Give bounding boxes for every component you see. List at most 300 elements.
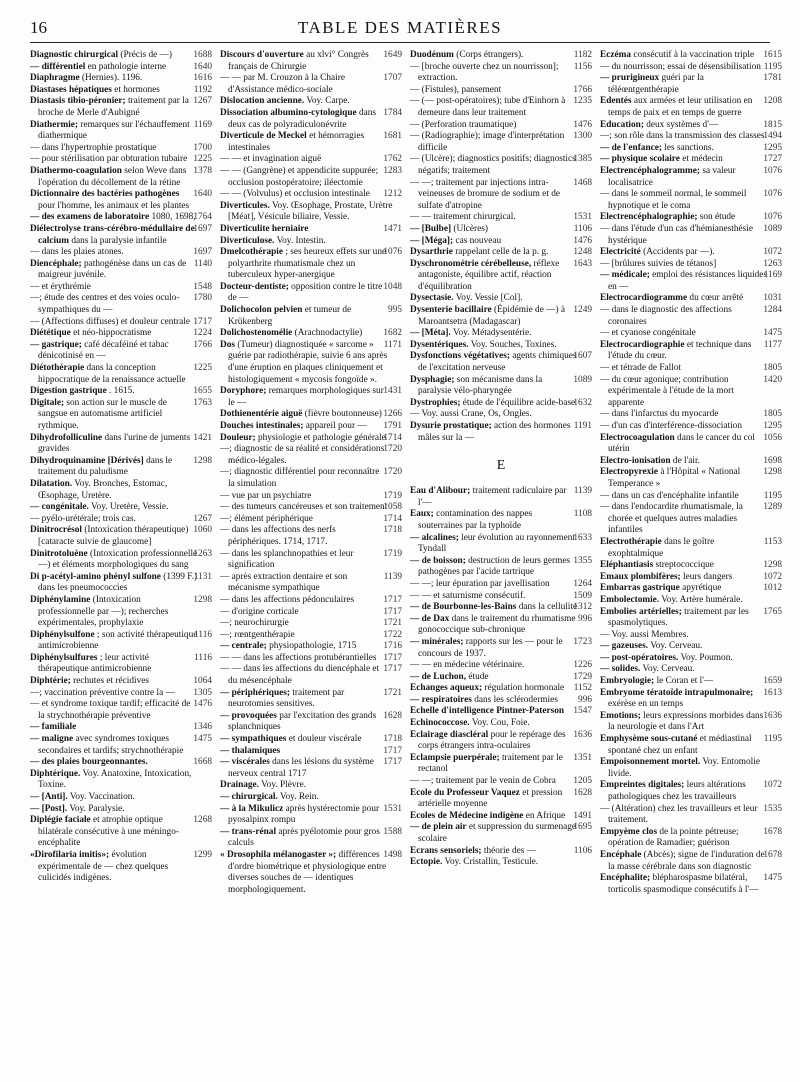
- index-detail: dans le cancer du col utérin: [608, 432, 755, 455]
- index-entry: [410, 351, 592, 374]
- index-entry-text: [30, 676, 197, 688]
- index-entry: [220, 108, 402, 131]
- index-entry-text: [220, 421, 387, 433]
- index-page-ref: 1628: [573, 787, 592, 798]
- index-entry: [30, 386, 212, 398]
- index-entry-text: [410, 486, 578, 509]
- index-entry-text: [220, 50, 387, 73]
- index-detail: — (Altération) chez les travailleurs et leur traitement.: [600, 803, 758, 826]
- index-entry: [220, 780, 402, 792]
- index-detail: et hémorragies intestinales: [228, 131, 365, 153]
- index-term: Eclairage diascléral: [410, 729, 489, 740]
- index-entry-text: [30, 792, 208, 804]
- index-page-ref: [588, 328, 592, 340]
- index-term: Drainage.: [220, 780, 259, 791]
- index-detail: différences d'ordre biométrique et physiologique entre diverses souches de — identiques morphologiquement.: [228, 849, 387, 895]
- index-entry-text: [220, 73, 387, 96]
- index-detail: pathogénèse dans un cas de maigreur juvénile.: [38, 258, 187, 281]
- index-page-ref: 1305: [193, 687, 212, 698]
- index-page-ref: 1072: [763, 571, 782, 582]
- index-detail: dans les sclérodermies: [474, 694, 558, 705]
- index-term: Dolichostenomélie: [220, 328, 293, 339]
- index-entry: [30, 166, 212, 189]
- index-term: — post-opératoires.: [600, 652, 679, 663]
- index-entry-text: [600, 247, 767, 259]
- index-entry-text: [410, 119, 577, 132]
- index-column-2: [220, 50, 402, 1074]
- index-page-ref: 1722: [383, 629, 402, 640]
- index-detail: de la pointe pétreuse; opération de Ramadier; guérison: [608, 826, 739, 849]
- index-detail: — d'un cas d'interférence-dissociation: [600, 421, 742, 431]
- index-detail: dans le traitement du rhumatisme gonococcique sub-chronique: [418, 613, 576, 636]
- index-term: — différentiel: [30, 61, 86, 72]
- index-term: Diphtérie;: [30, 676, 71, 687]
- index-page-ref: 1295: [763, 421, 782, 431]
- index-page-ref: 1298: [763, 560, 782, 571]
- index-detail: — (Perforation traumatique): [410, 119, 517, 130]
- index-entry: [410, 822, 592, 845]
- index-entry-text: [220, 780, 398, 792]
- index-page-ref: 1177: [763, 339, 782, 350]
- index-entry-text: [410, 421, 578, 444]
- index-page-ref: 1682: [383, 328, 402, 339]
- index-entry-text: [220, 641, 387, 653]
- index-entry-text: [600, 826, 767, 850]
- index-entry-text: [600, 467, 767, 490]
- section-letter-heading: E: [496, 458, 506, 474]
- index-page-ref: 1721: [383, 618, 402, 629]
- index-entry-text: [220, 513, 387, 526]
- index-term: Embolies artérielles;: [600, 606, 682, 617]
- index-detail: —; neurochirurgie: [220, 618, 289, 629]
- index-detail: et pression artérielle moyenne: [418, 787, 563, 810]
- index-detail: —; étude des centres et des voies oculo-sympathiques du —: [30, 293, 180, 316]
- index-term: Diastases hépatiques: [30, 84, 112, 95]
- index-term: «Dirofilaria imitis»;: [30, 849, 110, 860]
- index-entry: [30, 722, 212, 734]
- index-entry: [600, 502, 782, 537]
- index-detail: — dans un cas d'encéphalite infantile: [600, 490, 739, 501]
- index-entry: [30, 456, 212, 479]
- index-entry-text: [220, 165, 387, 189]
- index-page-ref: 1284: [763, 305, 782, 316]
- index-entry-text: [30, 96, 197, 119]
- index-detail: dans l'urine de juments gravides: [38, 432, 191, 455]
- index-entry: [600, 143, 782, 155]
- index-entry: [410, 695, 592, 707]
- index-page-ref: 1633: [573, 532, 592, 543]
- index-entry-text: [600, 571, 767, 584]
- index-entry-text: [410, 555, 577, 579]
- index-detail: — Voy. aussi Crane, Os, Ongles.: [410, 409, 532, 420]
- index-page-ref: 1640: [193, 189, 212, 200]
- index-detail: — (Ulcère); diagnostics positifs; diagnostics négatifs; traitement: [410, 154, 576, 176]
- index-page-ref: 1267: [193, 513, 212, 524]
- index-entry: [600, 607, 782, 630]
- index-detail: (Ulcères): [453, 223, 488, 234]
- index-term: Dysectasie.: [410, 293, 454, 304]
- index-entry-text: [30, 722, 197, 734]
- index-term: Edentés: [600, 96, 632, 107]
- index-entry-text: [30, 73, 197, 85]
- index-page-ref: 1640: [193, 61, 212, 72]
- index-detail: Voy. Intestin.: [276, 235, 326, 246]
- index-column-4: [600, 50, 782, 1074]
- index-page-ref: 1762: [383, 154, 402, 165]
- index-entry: [600, 664, 782, 676]
- index-page-ref: 1716: [383, 641, 402, 652]
- index-detail: — — (Gangrène) et appendicite suppurée; occlusion postopératoire; iléectomie: [220, 165, 379, 188]
- index-entry: [600, 259, 782, 271]
- index-term: Diphénylsulfures: [30, 652, 98, 663]
- index-detail: emploi des résistances liquides en —: [608, 270, 768, 292]
- index-entry-text: [410, 822, 577, 845]
- index-page-ref: 1072: [763, 247, 782, 258]
- index-detail: et douleur viscérale: [288, 734, 362, 745]
- index-entry: [220, 96, 402, 108]
- index-term: Duodénum: [410, 50, 454, 60]
- index-entry-text: [600, 652, 778, 665]
- index-entry-text: [410, 374, 577, 398]
- index-detail: — dans l'hypertrophie prostatique: [30, 142, 157, 153]
- index-entry: [600, 583, 782, 595]
- index-term: — de plein air: [410, 822, 467, 833]
- index-entry-text: [410, 729, 577, 753]
- index-entry: [220, 595, 402, 607]
- index-entry-text: [600, 119, 767, 132]
- index-entry-text: [410, 532, 577, 556]
- index-detail: (fièvre boutonneuse): [304, 409, 382, 420]
- index-entry: [220, 630, 402, 642]
- index-entry-text: [600, 50, 767, 62]
- index-entry-text: [30, 687, 197, 700]
- index-detail: (1399 F.) dans les pneumococcies: [38, 571, 198, 594]
- index-entry-text: [30, 652, 198, 676]
- index-entry-text: [30, 328, 197, 340]
- index-page-ref: 1717: [383, 594, 402, 605]
- index-page-ref: 1235: [573, 96, 592, 107]
- index-entry: [600, 166, 782, 189]
- index-detail: action des hormones mâles sur la —: [418, 421, 571, 443]
- index-detail: ; leur activité thérapeutique antimicrobienne: [38, 652, 152, 675]
- index-page-ref: 1208: [763, 96, 782, 107]
- index-term: — [Méta].: [410, 328, 451, 339]
- index-entry: [600, 850, 782, 873]
- index-page-ref: 1766: [573, 84, 592, 95]
- index-page-ref: 1475: [193, 734, 212, 745]
- index-detail: et médiastinal spontané chez un enfant: [608, 734, 752, 756]
- index-page-ref: 1298: [193, 594, 212, 605]
- index-entry: [600, 154, 782, 166]
- index-entry-text: [30, 119, 198, 143]
- index-detail: leurs altérations pathologiques chez les travailleurs: [608, 780, 746, 802]
- index-entry: [30, 433, 212, 456]
- index-page-ref: [588, 718, 592, 730]
- index-detail: étude de l'équilibre acide-base: [462, 397, 576, 408]
- index-term: Dyschronométrie cérébelleuse,: [410, 258, 532, 269]
- index-detail: (Accidents par —).: [643, 247, 715, 258]
- index-term: Dissociation albumino-cytologique: [220, 107, 357, 118]
- index-entry-text: [410, 845, 578, 858]
- index-detail: —; rœntgenthérapie: [220, 629, 295, 640]
- index-detail: physiologie et pathologie générale: [257, 432, 386, 443]
- index-page-ref: 1636: [763, 710, 782, 721]
- index-entry: [220, 386, 402, 409]
- index-entry-text: [30, 397, 197, 433]
- index-page-ref: 1351: [573, 752, 592, 763]
- index-term: — alcalines;: [410, 532, 459, 543]
- index-page-ref: 1263: [763, 258, 782, 269]
- index-detail: (Hernies). 1196.: [81, 73, 143, 84]
- index-detail: Voy. Carpe.: [306, 96, 350, 107]
- index-page-ref: 1295: [763, 142, 782, 153]
- index-entry: [30, 293, 212, 316]
- index-page-ref: 1729: [573, 671, 592, 682]
- index-entry: [410, 776, 592, 788]
- index-entry-text: [30, 478, 208, 502]
- index-entry-text: [600, 61, 768, 74]
- index-detail: — dans les plaies atones.: [30, 247, 124, 258]
- index-page-ref: 1116: [194, 629, 212, 640]
- index-term: Eau d'Alibour;: [410, 486, 471, 497]
- index-entry: [600, 340, 782, 363]
- index-entry-text: [410, 590, 577, 603]
- index-entry-text: [30, 432, 197, 456]
- index-entry-text: [600, 154, 767, 166]
- index-detail: Voy. Entomolie livide.: [608, 757, 760, 779]
- index-detail: —; vaccination préventive contre la —: [30, 687, 175, 698]
- index-entry: [600, 224, 782, 247]
- index-term: Diphénylamine: [30, 594, 91, 605]
- index-entry-text: [30, 525, 197, 548]
- index-detail: — dans les affections pédonculaires: [220, 594, 355, 605]
- index-term: Emphysème sous-cutané: [600, 734, 698, 745]
- index-page-ref: 1723: [573, 636, 592, 647]
- index-detail: — dans le sommeil normal, le sommeil hypnotique et le coma: [600, 189, 747, 211]
- index-page-ref: 1268: [193, 815, 212, 826]
- index-page-ref: 1385: [573, 154, 592, 165]
- index-detail: Voy. Vessie [Col].: [455, 293, 523, 304]
- index-page-ref: 1140: [193, 258, 212, 269]
- index-entry-text: [30, 513, 197, 526]
- index-page-ref: 1072: [763, 780, 782, 791]
- index-detail: guéri par la téléœntgenthérapie: [608, 73, 704, 95]
- index-entry-text: [30, 734, 197, 757]
- index-entry-text: [600, 363, 767, 375]
- index-entry-text: [220, 490, 387, 503]
- index-entry-text: [600, 328, 767, 340]
- index-entry-text: [30, 50, 197, 62]
- index-entry-text: [410, 636, 577, 660]
- index-page-ref: 1719: [383, 490, 402, 501]
- index-term: Diverticulite herniaire: [220, 223, 309, 234]
- index-page-ref: 1707: [383, 73, 402, 84]
- index-entry-text: [600, 293, 767, 305]
- index-page-ref: 1283: [383, 165, 402, 176]
- index-entry-text: [30, 293, 197, 316]
- index-detail: théorie des —: [483, 845, 537, 856]
- index-entry-text: [600, 270, 768, 293]
- index-detail: — (Radiographie); image d'interprétation difficile: [410, 131, 565, 153]
- index-term: Electrencéphalographie;: [600, 212, 698, 223]
- index-entry: [220, 73, 402, 96]
- index-page-ref: 1378: [193, 165, 212, 176]
- index-entry-text: [410, 694, 582, 707]
- index-detail: apyrétique: [682, 583, 722, 594]
- index-page-ref: 1156: [573, 61, 592, 72]
- index-page-ref: 1498: [383, 849, 402, 860]
- index-entry-text: [600, 305, 767, 328]
- index-entry-text: [220, 432, 387, 445]
- index-detail: dans la cellulite: [518, 602, 578, 613]
- index-entry-text: [220, 189, 387, 201]
- index-entry: [220, 340, 402, 386]
- index-page-ref: 1678: [763, 826, 782, 837]
- index-detail: — —; traitement par le venin de Cobra: [410, 776, 556, 787]
- index-term: Electrothérapie: [600, 536, 662, 547]
- index-detail: rapports sur les — pour le concours de 1937.: [418, 636, 563, 659]
- index-page-ref: 1012: [763, 583, 782, 594]
- index-entry-text: [600, 409, 767, 421]
- index-entry-text: [600, 131, 767, 143]
- index-detail: par l'excitation des grands splanchniques: [228, 710, 377, 733]
- index-entry-text: [30, 281, 197, 294]
- index-page-ref: 1298: [193, 455, 212, 466]
- index-term: — de Luchon,: [410, 671, 467, 682]
- index-page-ref: 1076: [383, 247, 402, 258]
- index-entry-text: [30, 154, 197, 166]
- index-term: Empreintes digitales;: [600, 780, 685, 791]
- index-term: Education;: [600, 119, 644, 130]
- index-detail: après pyélotomie pour gros calculs: [228, 826, 380, 849]
- index-entry: [600, 780, 782, 803]
- index-entry-text: [410, 131, 577, 154]
- index-page-ref: [208, 479, 212, 502]
- index-entry: [30, 328, 212, 340]
- index-term: Empyème clos: [600, 826, 658, 837]
- index-entry-text: [220, 734, 387, 746]
- index-detail: Voy. Paralysie.: [69, 803, 125, 814]
- index-page-ref: 1628: [383, 710, 402, 721]
- index-term: Doryphore;: [220, 386, 267, 397]
- index-page-ref: 1226: [573, 660, 592, 671]
- index-term: Di p-acétyl-amino phényl sulfone: [30, 571, 161, 582]
- index-term: Dothienentérie aiguë: [220, 409, 303, 420]
- index-term: — maligne: [30, 734, 74, 745]
- index-entry: [220, 827, 402, 850]
- index-page-ref: 1714: [383, 432, 402, 443]
- index-detail: traitement par la broche de Merle d'Aubigné: [38, 96, 189, 118]
- index-term: — congénitale.: [30, 502, 89, 513]
- index-term: — des examens de laboratoire: [30, 212, 150, 223]
- index-detail: (Arachnodactylie): [294, 328, 363, 339]
- index-entry: [600, 421, 782, 433]
- index-entry: [600, 73, 782, 96]
- index-page-ref: 1717: [383, 606, 402, 617]
- index-detail: — — et invagination aiguë: [220, 154, 322, 165]
- index-entry: [30, 734, 212, 757]
- index-page-ref: 1060: [193, 525, 212, 536]
- index-page-ref: 1766: [193, 339, 212, 350]
- index-entry-text: [220, 247, 387, 282]
- index-detail: et atrophie optique bilatérale consécutive à une méningo-encéphalite: [38, 815, 179, 849]
- index-page-ref: 1476: [193, 699, 212, 710]
- index-term: « Drosophila mélanogaster »;: [220, 849, 337, 860]
- index-detail: Voy. Cerveau.: [642, 664, 695, 675]
- index-entry-text: [410, 84, 577, 97]
- index-entry: [220, 444, 402, 467]
- index-entry-text: [410, 339, 588, 352]
- index-detail: Voy. Poumon.: [680, 652, 733, 663]
- index-entry: [600, 375, 782, 410]
- index-entry: [30, 50, 212, 62]
- index-entry: [410, 579, 592, 591]
- index-term: — sympathiques: [220, 734, 287, 745]
- index-page-ref: 1668: [193, 757, 212, 768]
- index-term: Dystrophies;: [410, 397, 461, 408]
- index-detail: du cœur arrêté: [689, 293, 744, 304]
- index-entry: [600, 560, 782, 572]
- index-page-ref: 1346: [193, 722, 212, 733]
- index-term: Electrocoagulation: [600, 432, 675, 443]
- index-entry: [220, 525, 402, 548]
- index-detail: —; élément périphérique: [220, 513, 313, 524]
- index-page-ref: [778, 653, 782, 665]
- index-entry: [30, 143, 212, 155]
- index-entry: [600, 328, 782, 340]
- index-detail: (Précis de —): [120, 50, 173, 60]
- index-detail: régulation hormonale: [484, 683, 565, 694]
- index-detail: — dans les affections des nerfs périphériques. 1714, 1717.: [220, 525, 336, 547]
- index-detail: — —; leur épuration par javellisation: [410, 578, 550, 589]
- index-page-ref: [398, 792, 402, 804]
- index-entry: [600, 131, 782, 143]
- index-entry-text: [30, 849, 197, 885]
- index-term: Electro-ionisation: [600, 455, 671, 466]
- index-detail: — (Fistules), pansement: [410, 84, 502, 95]
- index-term: Encéphale: [600, 849, 642, 860]
- index-page-ref: 1636: [573, 729, 592, 740]
- index-entry-text: [410, 752, 577, 776]
- index-entry: [220, 166, 402, 189]
- index-entry: [410, 421, 592, 444]
- index-detail: contamination des nappes souterraines par la typhoïde: [418, 509, 533, 531]
- index-page-ref: 1224: [193, 328, 212, 339]
- index-detail: traitement par les spasmolytiques.: [608, 606, 749, 629]
- index-entry: [220, 734, 402, 746]
- index-entry: [220, 189, 402, 201]
- index-term: Dinitrotoluène: [30, 548, 88, 559]
- index-entry: [30, 73, 212, 85]
- index-entry-text: [220, 502, 388, 514]
- index-term: Ecoles de Médecine indigène: [410, 810, 524, 821]
- index-detail: remarques sur l'échauffement diathermique: [38, 119, 190, 142]
- index-entry: [30, 398, 212, 433]
- index-entry-text: [600, 490, 768, 503]
- index-entry-text: [30, 316, 197, 329]
- index-entry: [30, 212, 212, 224]
- index-entry: [220, 502, 402, 514]
- index-detail: selon Weve dans l'opération du décollement de la rétine: [38, 165, 187, 188]
- index-entry-text: [410, 212, 577, 224]
- index-entry: [30, 699, 212, 722]
- index-detail: remarques morphologiques sur le —: [228, 386, 384, 408]
- index-detail: Voy. Bronches, Estomac, Œsophage, Uretère.: [38, 478, 168, 501]
- index-entry: [410, 672, 592, 684]
- index-term: Diplégie faciale: [30, 815, 91, 826]
- index-entry-text: [600, 594, 778, 607]
- index-page-ref: 1643: [573, 258, 592, 269]
